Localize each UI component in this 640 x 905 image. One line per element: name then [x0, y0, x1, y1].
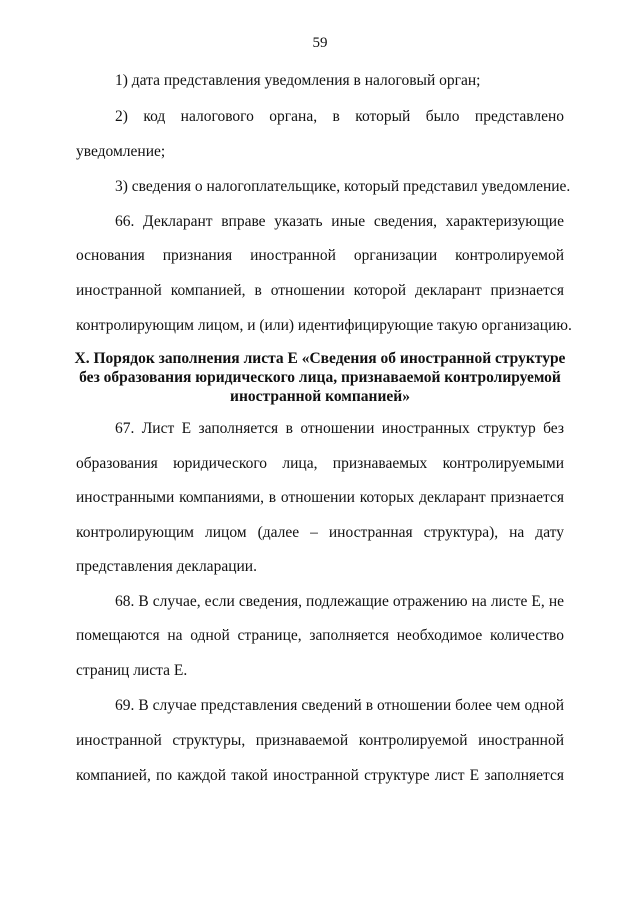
paragraph-item-2-line-2: уведомление; [76, 143, 166, 160]
paragraph-67-line-1: 67. Лист Е заполняется в отношении иностранных структур без [115, 420, 564, 437]
paragraph-69-line-3: компанией, по каждой такой иностранной структуре лист Е заполняется [76, 767, 564, 784]
paragraph-item-1-line: 1) дата представления уведомления в налоговый орган; [115, 72, 481, 89]
paragraph-68-line-1: 68. В случае, если сведения, подлежащие отражению на листе Е, не [115, 593, 564, 610]
section-heading-line-2: без образования юридического лица, признаваемой контролируемой [79, 369, 561, 386]
paragraph-67-line-5: представления декларации. [76, 558, 257, 575]
paragraph-66-line-2: основания признания иностранной организации контролируемой [76, 247, 564, 264]
page-number: 59 [312, 35, 328, 51]
paragraph-67-line-2: образования юридического лица, признаваемых контролируемыми [76, 455, 564, 472]
paragraph-67-line-4: контролирующим лицом (далее – иностранная структура), на дату [76, 524, 564, 541]
paragraph-69-line-2: иностранной структуры, признаваемой контролируемой иностранной [76, 732, 564, 749]
paragraph-68-line-3: страниц листа Е. [76, 662, 188, 679]
paragraph-item-3-line: 3) сведения о налогоплательщике, который представил уведомление. [115, 178, 571, 195]
section-heading-line-1: X. Порядок заполнения листа Е «Сведения об иностранной структуре [74, 350, 566, 367]
section-heading-line-3: иностранной компанией» [230, 388, 410, 405]
paragraph-68-line-2: помещаются на одной странице, заполняется необходимое количество [76, 627, 564, 644]
paragraph-66-line-4: контролирующим лицом, и (или) идентифицирующие такую организацию. [76, 317, 572, 334]
paragraph-67-line-3: иностранными компаниями, в отношении которых декларант признается [76, 489, 564, 506]
paragraph-66-line-1: 66. Декларант вправе указать иные сведения, характеризующие [115, 213, 564, 230]
paragraph-66-line-3: иностранной компанией, в отношении которой декларант признается [76, 282, 564, 299]
paragraph-item-2-line-1: 2) код налогового органа, в который было представлено [115, 108, 564, 125]
paragraph-69-line-1: 69. В случае представления сведений в отношении более чем одной [115, 697, 564, 714]
